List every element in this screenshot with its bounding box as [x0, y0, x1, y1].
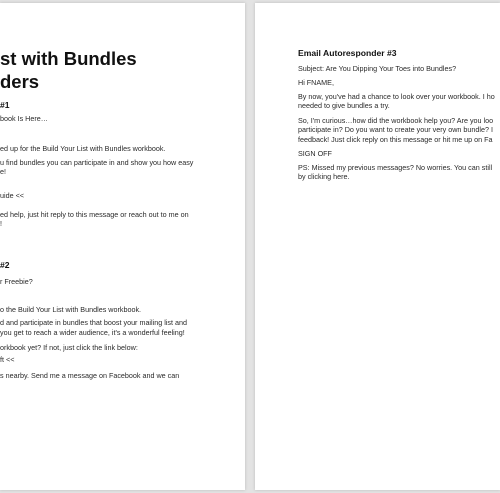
- document-page-left: [0, 3, 245, 490]
- email2-subject: r Freebie?: [0, 277, 33, 286]
- email2-paragraph4-line1: s nearby. Send me a message on Facebook and we can: [0, 371, 180, 380]
- email1-paragraph2-line1: u find bundles you can participate in and show you how easy: [0, 158, 194, 167]
- email2-paragraph2-line2: you get to reach a wider audience, it's a wonderful feeling!: [0, 328, 185, 337]
- email1-heading: #1: [0, 100, 10, 110]
- email1-paragraph3-line1: ed help, just hit reply to this message or reach out to me on: [0, 210, 189, 219]
- email1-paragraph2-line2: e!: [0, 167, 6, 176]
- email3-ps-line2[interactable]: by clicking here.: [298, 172, 350, 181]
- email1-paragraph3-line2: !: [0, 219, 2, 228]
- email3-paragraph2-line2: participate in? Do you want to create your very own bundle? I: [298, 125, 493, 134]
- email1-paragraph1: ed up for the Build Your List with Bundles workbook.: [0, 144, 166, 153]
- email3-ps-line1: PS: Missed my previous messages? No worries. You can still: [298, 163, 493, 172]
- email2-paragraph1: o the Build Your List with Bundles workbook.: [0, 305, 142, 314]
- email3-paragraph2-line1: So, I'm curious…how did the workbook help you? Are you loo: [298, 116, 494, 125]
- email2-heading: #2: [0, 260, 10, 270]
- email1-subject: book Is Here…: [0, 114, 48, 123]
- email3-paragraph1-line2: needed to give bundles a try.: [298, 101, 390, 110]
- email2-paragraph2-line1: d and participate in bundles that boost your mailing list and: [0, 318, 187, 327]
- email3-greeting: Hi FNAME,: [298, 78, 334, 87]
- email3-paragraph2-line3: feedback! Just click reply on this message or hit me up on Fa: [298, 135, 493, 144]
- email2-link[interactable]: ft <<: [0, 355, 15, 364]
- email3-subject: Subject: Are You Dipping Your Toes into Bundles?: [298, 64, 457, 73]
- email3-signoff: SIGN OFF: [298, 149, 332, 158]
- email3-paragraph1-line1: By now, you've had a chance to look over your workbook. I ho: [298, 92, 495, 101]
- email1-link[interactable]: uide <<: [0, 191, 24, 200]
- document-title: [0, 47, 137, 93]
- document-title-line1: st with Bundles: [0, 48, 137, 69]
- document-title-line2: ders: [0, 71, 40, 92]
- email3-heading: Email Autoresponder #3: [298, 48, 397, 58]
- document-page-right: [255, 3, 500, 490]
- email2-paragraph3: orkbook yet? If not, just click the link below:: [0, 343, 138, 352]
